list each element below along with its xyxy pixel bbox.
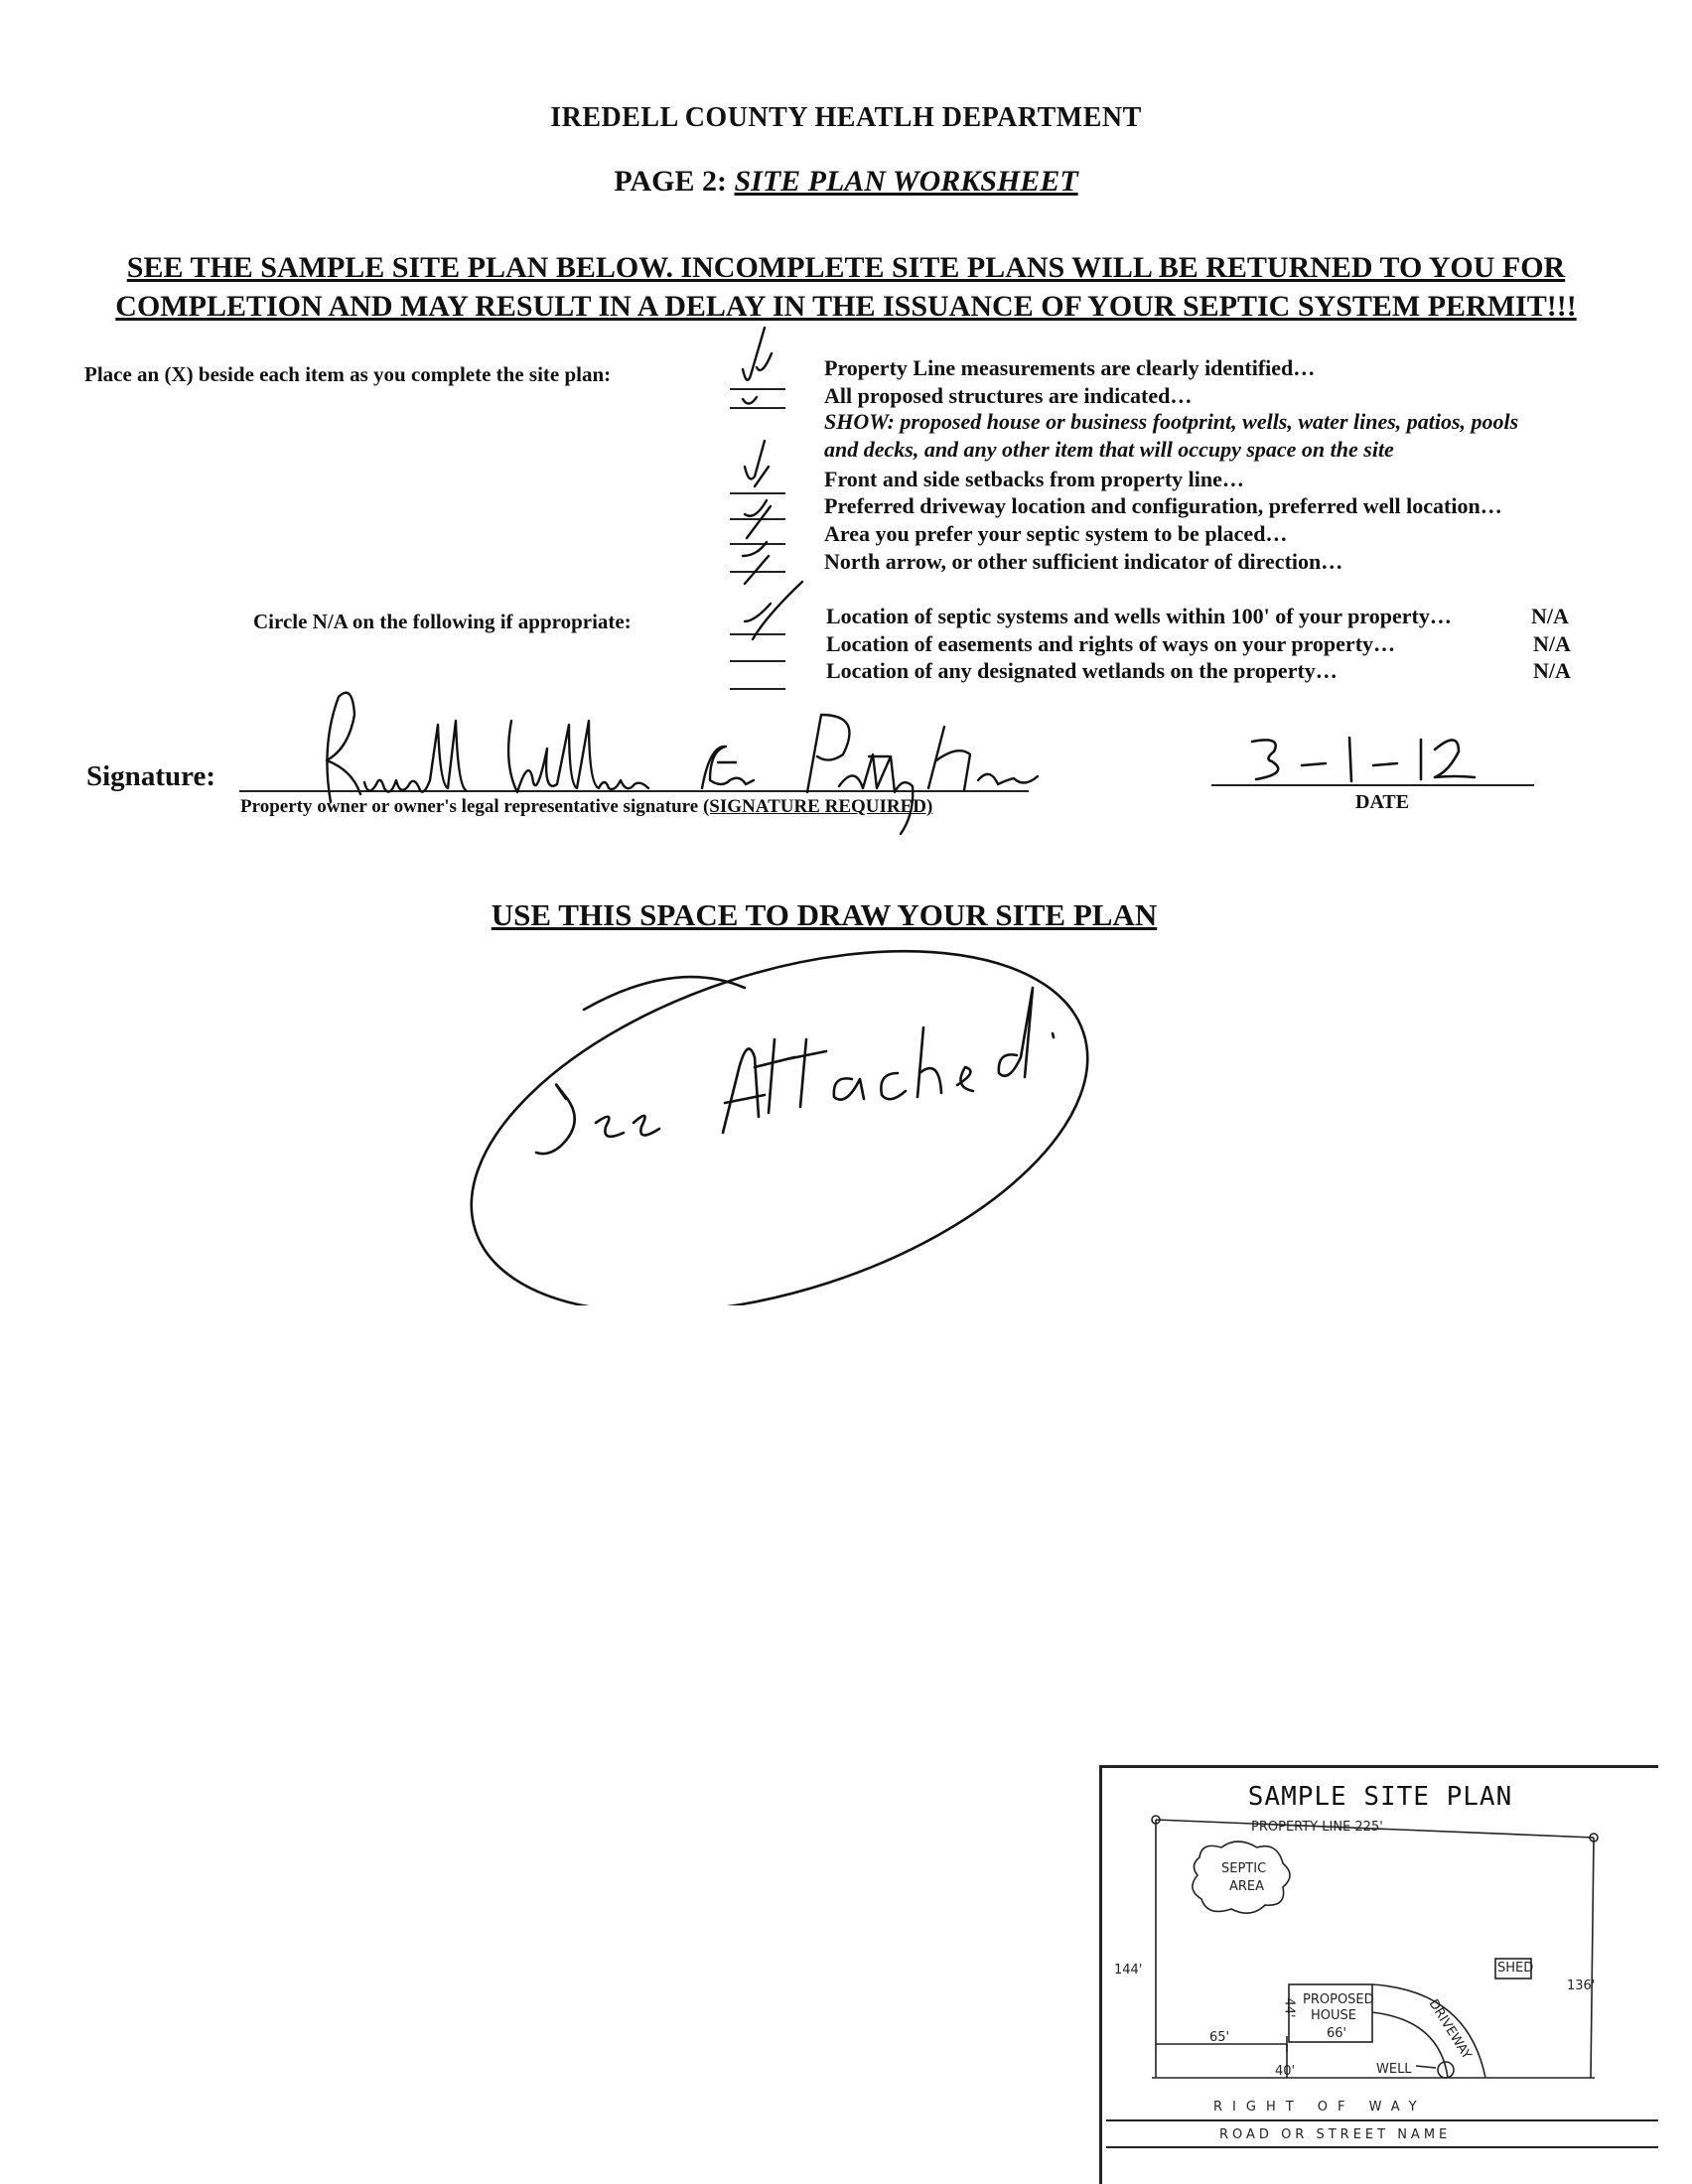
na-option-1[interactable]: N/A (1531, 604, 1569, 628)
sample-shed-label: SHED (1497, 1961, 1534, 1976)
sample-front-setback: 40' (1275, 2064, 1296, 2079)
page-title (0, 165, 1692, 199)
sample-road-label: ROAD OR STREET NAME (1219, 2127, 1452, 2142)
checklist-item-setbacks: Front and side setbacks from property line… (824, 467, 1244, 491)
checklist-item-property-line: Property Line measurements are clearly identified… (824, 355, 1316, 380)
checklist-item-septic-area: Area you prefer your septic system to be placed… (824, 521, 1288, 546)
handwritten-date (1246, 730, 1484, 789)
worksheet-title: SITE PLAN WORKSHEET (734, 165, 1078, 198)
signature-caption-text: Property owner or owner's legal representative signature (240, 796, 699, 817)
na-option-3[interactable]: N/A (1533, 658, 1571, 683)
warning-line-2: COMPLETION AND MAY RESULT IN A DELAY IN THE ISSUANCE OF YOUR SEPTIC SYSTEM PERMIT!!! (115, 290, 1577, 323)
see-attached-annotation (457, 948, 1102, 1305)
na-item-easements: Location of easements and rights of ways on your property… (826, 631, 1396, 656)
na-item-wetlands: Location of any designated wetlands on the property… (826, 658, 1338, 683)
sample-right-measure: 136' (1567, 1979, 1596, 1993)
warning-line-1: SEE THE SAMPLE SITE PLAN BELOW. INCOMPLETE SITE PLANS WILL BE RETURNED TO YOU FOR (126, 251, 1566, 284)
sample-house-width: 66' (1327, 2026, 1347, 2041)
sample-septic-label-2: AREA (1229, 1879, 1265, 1894)
sample-house-label-2: HOUSE (1311, 2008, 1356, 2023)
na-option-2[interactable]: N/A (1533, 631, 1571, 656)
department-heading: IREDELL COUNTY HEATLH DEPARTMENT (550, 102, 1142, 133)
checklist-instruction: Place an (X) beside each item as you complete the site plan: (84, 362, 612, 386)
checklist-item-driveway: Preferred driveway location and configuration, preferred well location… (824, 493, 1502, 518)
sample-site-plan (1099, 1765, 1658, 2184)
sample-house-depth: 44' (1281, 1997, 1297, 2018)
sample-septic-label-1: SEPTIC (1221, 1861, 1267, 1876)
sample-property-line: PROPERTY LINE 225' (1251, 1820, 1383, 1835)
sample-side-setback: 65' (1209, 2030, 1230, 2045)
sample-plan-title: SAMPLE SITE PLAN (1247, 1782, 1513, 1812)
signature-label: Signature: (86, 760, 215, 792)
na-instruction: Circle N/A on the following if appropriate: (253, 610, 632, 633)
handwritten-checkmarks (715, 318, 824, 695)
sample-driveway-label: DRIVEWAY (1425, 1996, 1475, 2063)
checklist-item-structures: All proposed structures are indicated… (824, 383, 1193, 408)
date-label: DATE (1355, 791, 1410, 813)
signature-required: (SIGNATURE REQUIRED) (702, 796, 933, 817)
page-label: PAGE 2: (614, 165, 727, 198)
checklist-item-show-1: SHOW: proposed house or business footprint, wells, water lines, patios, pools (824, 409, 1519, 434)
sample-left-measure: 144' (1114, 1963, 1143, 1978)
sample-house-label-1: PROPOSED (1303, 1992, 1374, 2007)
handwritten-signature (273, 685, 1048, 844)
checklist-item-show-2: and decks, and any other item that will occupy space on the site (824, 437, 1394, 462)
sample-well-label: WELL (1376, 2062, 1412, 2077)
sample-right-of-way: RIGHT OF WAY (1213, 2100, 1427, 2115)
na-item-septic-wells: Location of septic systems and wells within 100' of your property… (826, 604, 1452, 628)
checklist-item-north-arrow: North arrow, or other sufficient indicator of direction… (824, 549, 1343, 574)
site-plan-heading: USE THIS SPACE TO DRAW YOUR SITE PLAN (491, 897, 1158, 932)
